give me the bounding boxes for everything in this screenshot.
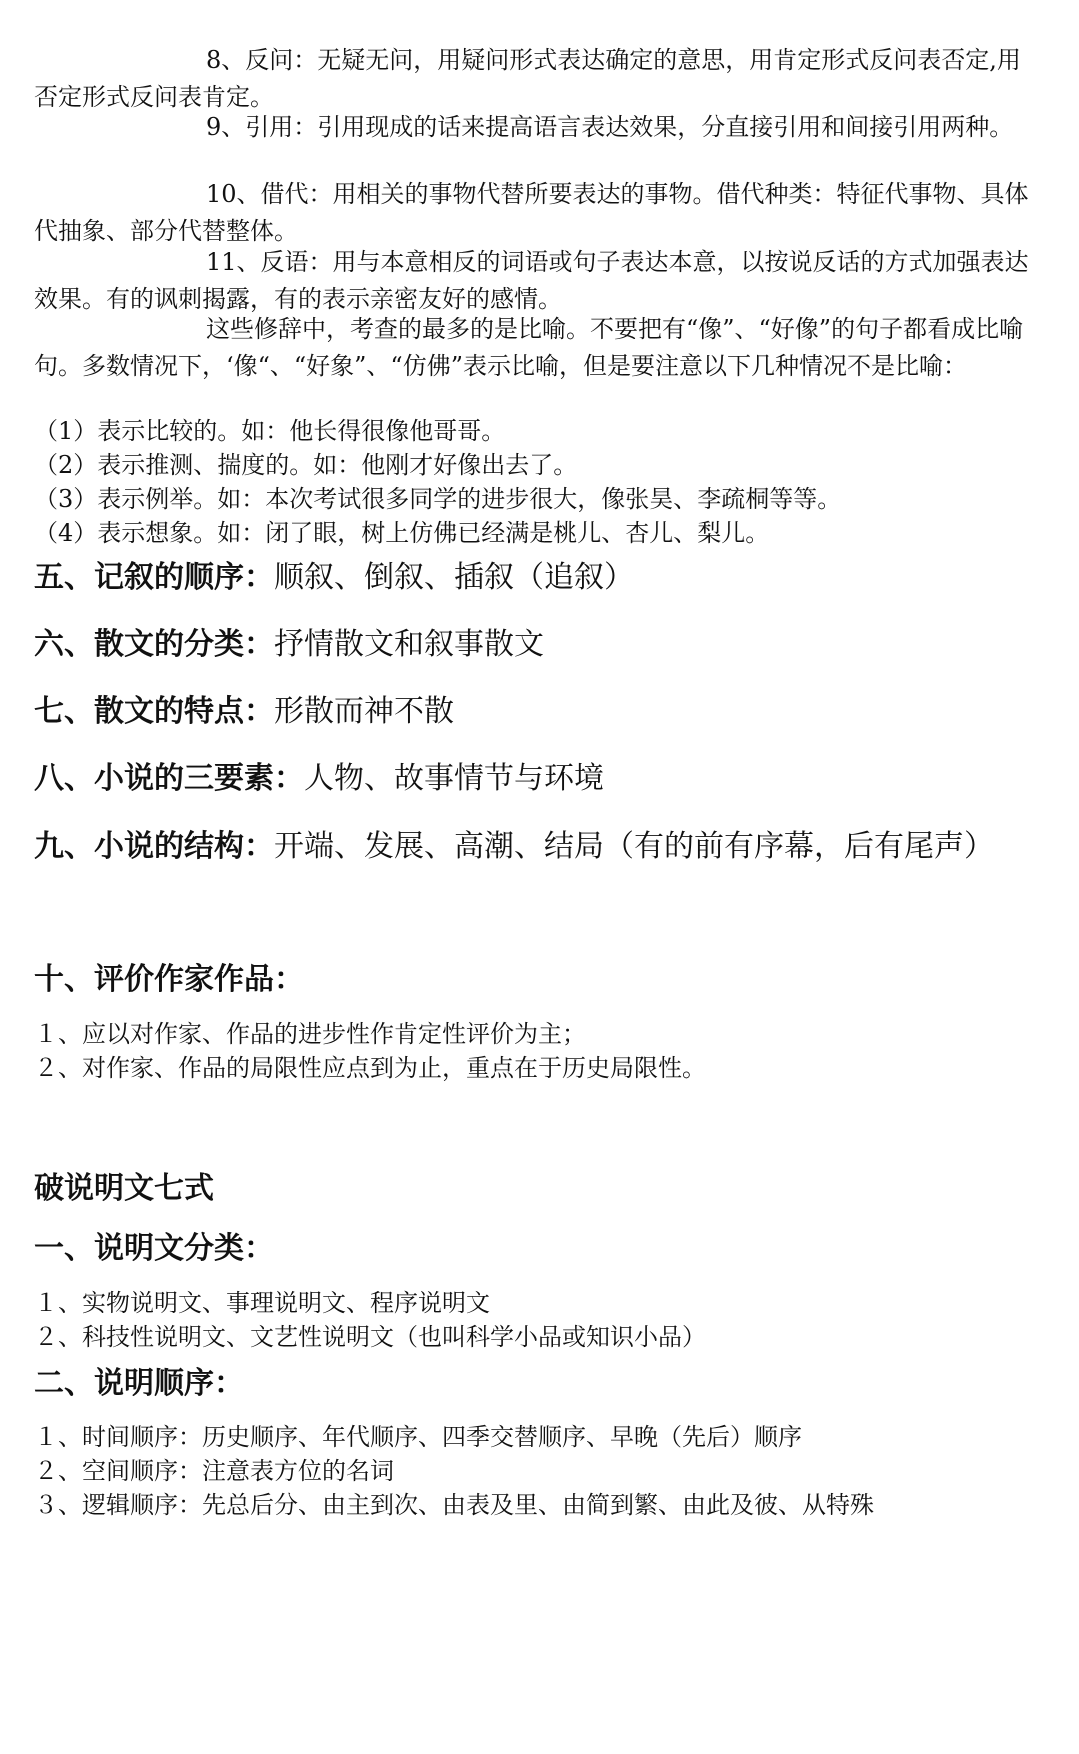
section-novel-structure <box>34 812 1044 882</box>
section-label: 六、散文的分类： <box>34 627 274 662</box>
section-content: 形散而神不散 <box>274 694 454 729</box>
order-item-1: １、时间顺序：历史顺序、年代顺序、四季交替顺序、早晚（先后）顺序 <box>34 1423 802 1451</box>
rhetoric-metonymy: 10、借代：用相关的事物代替所要表达的事物。借代种类：特征代事物、具体代抽象、部分代替整体。 <box>34 180 1029 245</box>
section-content: 顺叙、倒叙、插叙（追叙） <box>274 560 634 595</box>
rhetoric-rhetorical-question: 8、反问：无疑无问，用疑问形式表达确定的意思，用肯定形式反问表否定,用否定形式反问表肯定。 <box>34 46 1021 111</box>
section-content: 抒情散文和叙事散文 <box>274 627 544 662</box>
section-narrative-order <box>34 560 1044 596</box>
section-label: 八、小说的三要素： <box>34 761 304 796</box>
section-label: 五、记叙的顺序： <box>34 560 274 595</box>
order-item-2: ２、空间顺序：注意表方位的名词 <box>34 1457 394 1485</box>
section-novel-elements <box>34 761 1044 797</box>
expository-title: 破说明文七式 <box>34 1171 214 1206</box>
section-evaluating-works <box>34 962 1044 998</box>
expository-type-2: ２、科技性说明文、文艺性说明文（也叫科学小品或知识小品） <box>34 1323 706 1351</box>
metaphor-exception-2: （2）表示推测、揣度的。如：他刚才好像出去了。 <box>34 451 578 479</box>
metaphor-exception-3: （3）表示例举。如：本次考试很多同学的进步很大，像张昊、李疏桐等等。 <box>34 485 842 513</box>
evaluation-item-1: １、应以对作家、作品的进步性作肯定性评价为主； <box>34 1020 586 1048</box>
section-content: 人物、故事情节与环境 <box>304 761 604 796</box>
rhetoric-metaphor-note: 这些修辞中，考查的最多的是比喻。不要把有“像”、“好像”的句子都看成比喻句。多数情况下，‘像“、“好象”、“仿佛”表示比喻，但是要注意以下几种情况不是比喻： <box>34 315 1024 380</box>
evaluation-item-2: ２、对作家、作品的局限性应点到为止，重点在于历史局限性。 <box>34 1054 706 1082</box>
section-label: 二、说明顺序： <box>34 1366 244 1401</box>
section-content: 开端、发展、高潮、结局（有的前有序幕，后有尾声） <box>274 829 994 864</box>
section-prose-features <box>34 694 1044 730</box>
section-expository-types <box>34 1231 1044 1267</box>
section-explanation-order <box>34 1366 1044 1402</box>
expository-type-1: １、实物说明文、事理说明文、程序说明文 <box>34 1289 490 1317</box>
metaphor-exception-1: （1）表示比较的。如：他长得很像他哥哥。 <box>34 417 506 445</box>
section-label: 一、说明文分类： <box>34 1231 274 1266</box>
section-prose-types <box>34 627 1044 663</box>
metaphor-exception-4: （4）表示想象。如：闭了眼，树上仿佛已经满是桃儿、杏儿、梨儿。 <box>34 519 770 547</box>
section-label: 九、小说的结构： <box>34 829 274 864</box>
rhetoric-quotation: 9、引用：引用现成的话来提高语言表达效果，分直接引用和间接引用两种。 <box>206 113 1014 141</box>
order-item-3: ３、逻辑顺序：先总后分、由主到次、由表及里、由简到繁、由此及彼、从特殊 <box>34 1491 874 1519</box>
rhetoric-irony: 11、反语：用与本意相反的词语或句子表达本意，以按说反话的方式加强表达效果。有的讽刺揭露，有的表示亲密友好的感情。 <box>34 248 1029 313</box>
section-label: 七、散文的特点： <box>34 694 274 729</box>
section-label: 十、评价作家作品： <box>34 962 304 997</box>
